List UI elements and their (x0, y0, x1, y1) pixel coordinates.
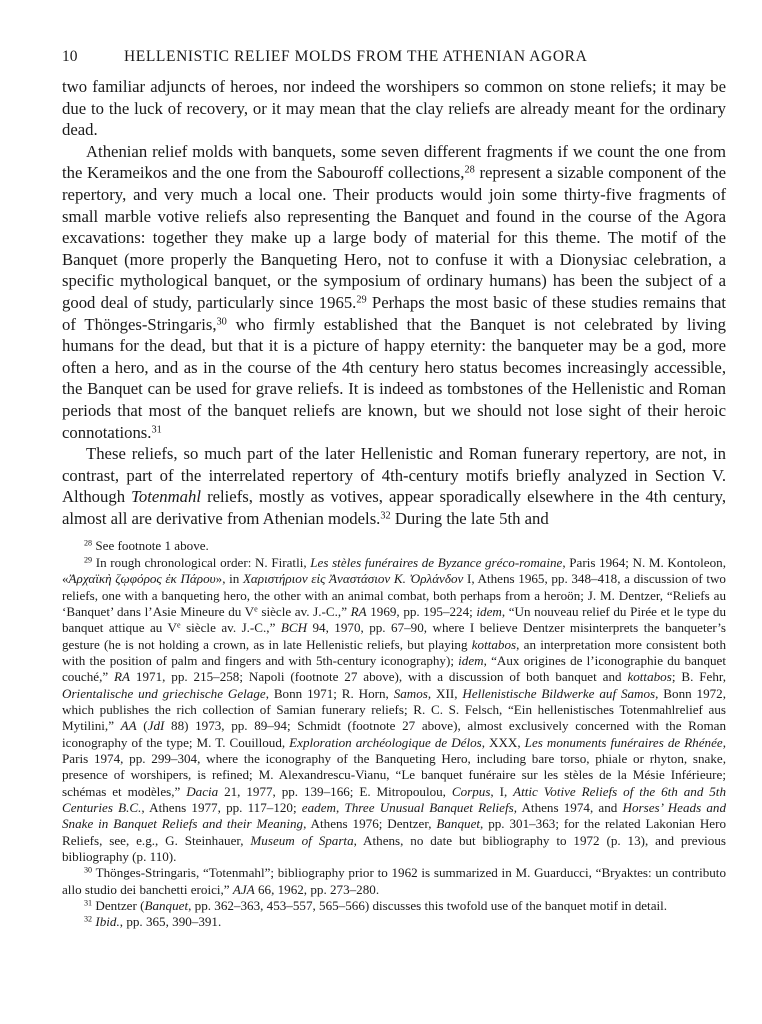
footnote-29 (62, 555, 726, 866)
fn29-i15: JdI (147, 718, 165, 734)
fn29-sup1: e (254, 604, 258, 614)
fn31-s2: , pp. 362–363, 453–557, 565–566) discusses this twofold use of the banquet motif in detail. (188, 898, 668, 914)
fn29-i20: Attic Votive Reliefs of the 6th and 5th Centuries B.C. (62, 783, 726, 815)
fn29-i24: Banquet (436, 816, 481, 832)
footnote-ref-32[interactable]: 32 (380, 510, 391, 522)
paragraph-3 (62, 443, 726, 529)
fn29-s25: , Athens 1974, and (513, 799, 623, 815)
fn29-i4: RA (350, 603, 367, 619)
fn29-s6: 1969, pp. 195–224; (366, 603, 477, 619)
fn29-i17: Les monuments funéraires de Rhénée (524, 734, 723, 750)
footnote-ref-28[interactable]: 28 (464, 164, 475, 176)
fn29-s9: 94, 1970, pp. 67–90, where I believe Dentzer misinterprets the banqueter’s gesture (he is not holding a crown, as in late Hellenistic reliefs, but playing (62, 620, 726, 652)
fn29-s1: In rough chronological order: N. Firatli, (92, 554, 311, 570)
footnote-32 (62, 914, 726, 930)
footnote-ref-31[interactable]: 31 (151, 423, 162, 435)
fn29-i11: Orientalische und griechische Gelage (62, 685, 266, 701)
footnote-ref-30[interactable]: 30 (216, 315, 227, 327)
fn29-s8: siècle av. J.-C.,” (180, 620, 281, 636)
fn29-s27: , pp. 301–363; for the related Lakonian Hero Reliefs, see, e.g., G. Steinhauer, (62, 816, 727, 848)
footnote-29-number: 29 (84, 555, 93, 565)
paragraph-3-text-b: reliefs, mostly as votives, appear sporadically elsewhere in the 4th century, almost all are derivative from Athenian models. (62, 487, 726, 528)
fn29-i9: RA (114, 669, 131, 685)
fn29-s5: siècle av. J.-C.,” (257, 603, 351, 619)
fn29-s21: 21, 1977, pp. 139–166; E. Mitropoulou, (218, 783, 452, 799)
paragraph-2-text-b: represent a sizable component of the repertory, and very much a local one. Their products would join some thirty-five fragments of small marble votive reliefs also representing the Banquet and found in the course of the Agora excavations: together they make up a large body of material for this theme. The motif of the Banquet (more properly the Banqueting Hero, not to confuse it with a Dionysiac celebration, a specific mythological banquet, or the symposium of ordinary humans) has been the subject of a good deal of study, particularly since 1965. (62, 163, 727, 312)
paragraph-1 (62, 76, 726, 141)
fn29-i25: Museum of Sparta (250, 832, 354, 848)
fn31-s1: Dentzer ( (92, 898, 145, 914)
fn29-s22: , I, (490, 783, 514, 799)
body-text (62, 76, 726, 529)
fn29-i10: kottabos (627, 669, 672, 685)
footnote-30-number: 30 (84, 865, 93, 875)
fn29-s20: , Paris 1974, pp. 299–304, where the iconography of the Banqueting Hero, including bare torso, phiale or rhyton, snake, presence of worshipers, is refined; M. Alexandrescu-Vianu, “Le banquet funéraire sur les stèles de la Mésie Inférieure; schémas et modèles,” (62, 734, 726, 799)
footnote-32-number: 32 (84, 914, 93, 924)
fn29-s10: , an interpretation more consistent both with the position of palm and fingers and with 5th-century iconography); (62, 636, 726, 668)
page (62, 48, 726, 931)
fn29-s19: , XXX, (481, 734, 525, 750)
fn29-s17: ( (136, 718, 148, 734)
page-number: 10 (62, 48, 78, 65)
fn29-i1: Les stèles funéraires de Byzance gréco-romaine (310, 554, 563, 570)
fn30-s2: 66, 1962, pp. 273–280. (254, 881, 380, 897)
fn29-i3: Χαριστήριον εἰς Ἀναστάσιον Κ. Ὀρλάνδον (242, 571, 464, 587)
fn29-i18: Dacia (186, 783, 219, 799)
fn30-s1: Thönges-Stringaris, “Totenmahl”; bibliography prior to 1962 is summarized in M. Guarducci, “Bryaktes: un contributo allo studio dei banchetti eroici,” (62, 865, 726, 897)
fn32-i1: Ibid. (95, 914, 120, 930)
footnote-28 (62, 538, 726, 554)
paragraph-3-italic: Totenmahl (131, 487, 201, 507)
fn29-i8: idem (458, 652, 484, 668)
footnote-28-number: 28 (84, 539, 93, 549)
fn29-i21: eadem (301, 799, 336, 815)
fn29-s12: 1971, pp. 215–258; Napoli (footnote 27 above), with a discussion of both banquet and (130, 669, 628, 685)
fn29-s26: , Athens 1976; Dentzer, (303, 816, 437, 832)
fn29-s28: , Athens, no date but bibliography to 1972 (p. 13), and previous bibliography (p. 110). (62, 832, 726, 864)
fn29-s15: , XII, (427, 685, 463, 701)
running-header (62, 48, 726, 76)
fn29-i5: idem (476, 603, 502, 619)
paragraph-3-text-a: These reliefs, so much part of the later Hellenistic and Roman funerary repertory, are not, in contrast, part of the interrelated repertory of 4th-century motifs briefly analyzed in Section V. Although (62, 444, 726, 507)
paragraph-3-text-c: During the late 5th and (390, 508, 549, 528)
fn29-i12: Samos (393, 685, 428, 701)
fn29-i23: Horses’ Heads and Snake in Banquet Reliefs and their Meaning (62, 799, 727, 832)
footnotes (62, 538, 726, 930)
fn29-i2: Ἀρχαϊκὴ ζῳφόρος ἐκ Πάρου (68, 571, 216, 587)
fn29-i14: AA (120, 718, 137, 734)
footnote-ref-29[interactable]: 29 (356, 294, 367, 306)
fn29-s18: 88) 1973, pp. 89–94; Schmidt (footnote 27 above), almost exclusively concerned with the Roman iconography of the type; M. T. Couilloud, (62, 718, 726, 750)
fn29-s7: , “Un nouveau relief du Pirée et le type du banquet attique au V (62, 603, 726, 636)
fn29-i22: Three Unusual Banquet Reliefs (344, 799, 514, 815)
fn29-i16: Exploration archéologique de Délos (289, 734, 482, 750)
footnote-30 (62, 865, 726, 898)
paragraph-2 (62, 141, 726, 443)
footnote-31-number: 31 (84, 898, 93, 908)
fn29-i7: kottabos (471, 636, 517, 652)
fn29-s4: I, Athens 1965, pp. 348–418, a discussion of two reliefs, one with a banqueting hero, the other with an animal combat, both perhaps from a heroön; J. M. Dentzer, “Reliefs au ‘Banquet’ dans l’Asie Mineure du V (62, 571, 726, 619)
paragraph-2-text-d: who firmly established that the Banquet is not celebrated by living humans for the dead, but that it is a picture of happy eternity: the banqueter may be a god, more often a hero, and as in the course of the 4th century hero status becomes increasingly accessible, the Banquet can be used for grave reliefs. It is indeed as tombstones of the Hellenistic and Roman periods that most of the banquet reliefs are known, but we should not lose sight of their heroic connotations. (62, 314, 726, 442)
fn29-s23: , Athens 1977, pp. 117–120; (141, 799, 302, 815)
fn29-s24: , (335, 799, 345, 815)
running-title: HELLENISTIC RELIEF MOLDS FROM THE ATHENIAN AGORA (124, 48, 588, 65)
fn29-s2: , Paris 1964; N. M. Kontoleon, « (62, 554, 726, 587)
fn29-i13: Hellenistische Bildwerke auf Samos (462, 685, 656, 701)
fn29-sup2: e (177, 620, 181, 630)
paragraph-2-text-a: Athenian relief molds with banquets, some seven different fragments if we count the one from the Kerameikos and the one from the Sabouroff collections, (62, 141, 726, 183)
paragraph-2-text-c: Perhaps the most basic of these studies remains that of Thönges-Stringaris, (62, 292, 726, 334)
fn29-s13: ; B. Fehr, (671, 669, 726, 685)
paragraph-1-text: two familiar adjuncts of heroes, nor indeed the worshipers so common on stone reliefs; it may be due to the luck of recovery, or it may mean that the clay reliefs are already meant for the ordinary dead. (62, 77, 726, 140)
footnote-31 (62, 898, 726, 914)
fn29-s14: , Bonn 1971; R. Horn, (265, 685, 394, 701)
footnote-28-text: See footnote 1 above. (92, 538, 209, 554)
fn29-s3: », in (215, 571, 243, 587)
fn31-i1: Banquet (144, 898, 189, 914)
fn32-s1: , pp. 365, 390–391. (119, 914, 222, 930)
fn30-i1: AJA (232, 881, 255, 897)
fn29-s16: , Bonn 1972, which publishes the rich collection of Samian funerary reliefs; R. C. S. Felsch, “Ein hellenistisches Totenmahlrelief aus Mytilini,” (62, 685, 726, 734)
fn29-i6: BCH (280, 620, 308, 636)
fn29-s11: , “Aux origines de l’iconographie du banquet couché,” (62, 652, 726, 685)
fn29-i19: Corpus (451, 783, 491, 799)
